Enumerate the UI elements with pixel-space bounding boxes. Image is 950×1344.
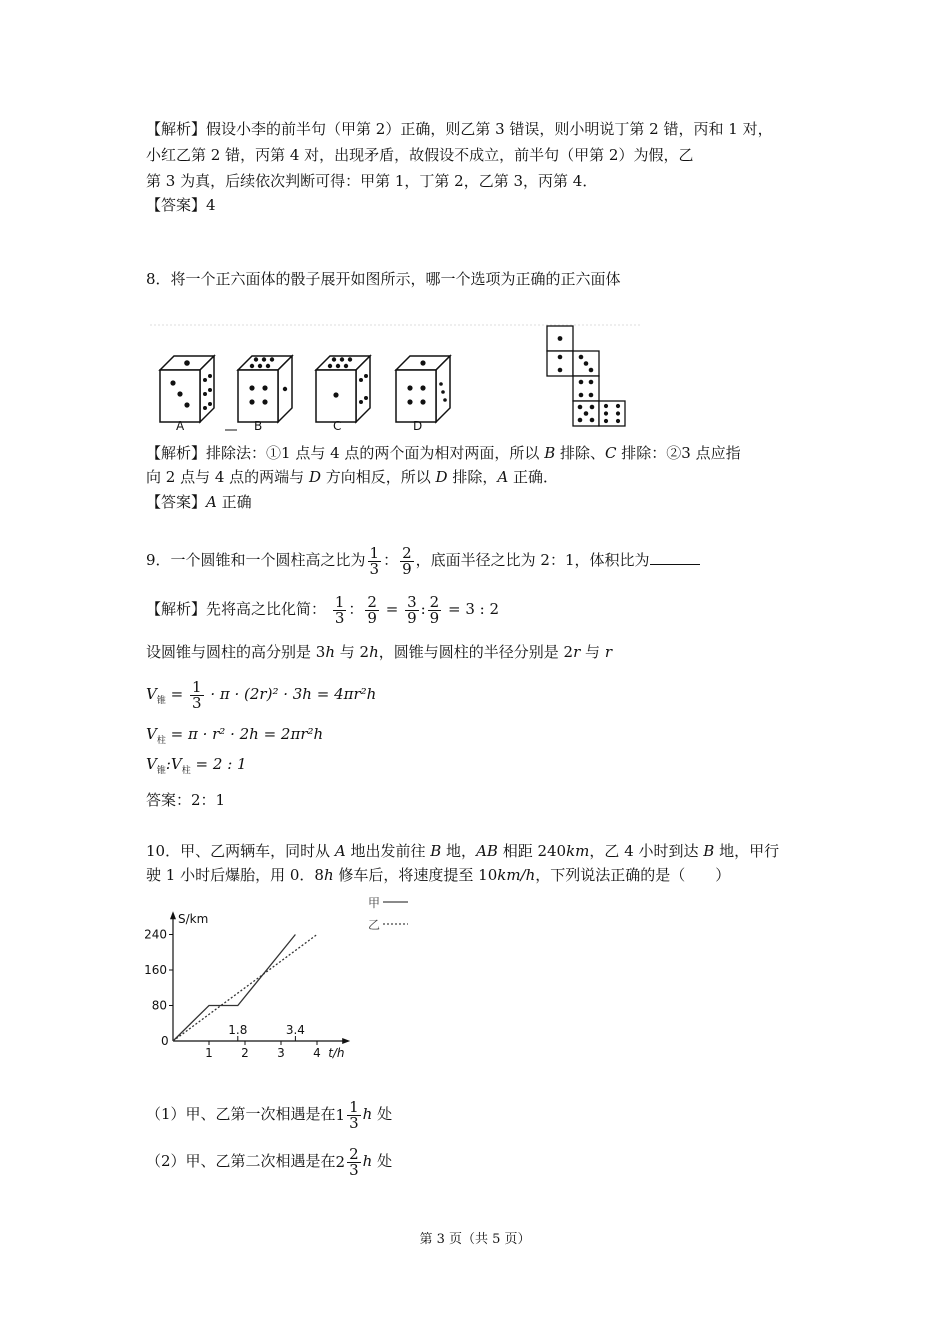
- fraction: [400, 543, 414, 578]
- pip: [208, 374, 212, 378]
- math-var: km: [566, 842, 590, 860]
- text: 排除、: [555, 444, 605, 462]
- text: :: [420, 600, 426, 618]
- analysis-tag: 【解析】: [146, 444, 207, 462]
- numerator: 2: [429, 592, 440, 611]
- pip: [344, 364, 348, 368]
- math-var: C: [605, 444, 617, 462]
- math-var: D: [435, 468, 448, 486]
- pip: [254, 357, 258, 361]
- analysis-tag: 【解析】: [146, 120, 207, 138]
- pip: [203, 378, 207, 382]
- answer-tag: 【答案】: [146, 493, 207, 511]
- pip: [579, 355, 584, 360]
- text: =: [385, 600, 399, 618]
- numerator: 3: [407, 592, 417, 611]
- denominator: 9: [402, 559, 412, 578]
- text: 10．甲、乙两辆车，同时从: [146, 842, 335, 860]
- die-label-a: A: [176, 419, 185, 433]
- text: ：: [348, 600, 364, 618]
- text: 排除：②3 点应指: [616, 444, 741, 462]
- math-var: h: [325, 643, 335, 661]
- fraction: [428, 592, 442, 627]
- math-var: r: [604, 643, 612, 661]
- numerator: 2: [402, 543, 412, 562]
- math-var: A: [497, 468, 509, 486]
- die-b: [238, 356, 292, 422]
- analysis-tag: 【解析】: [146, 600, 207, 618]
- analysis-text: 小红乙第 2 错，丙第 4 对，出现矛盾，故假设不成立，前半句（甲第 2）为假，乙: [146, 146, 694, 164]
- pip: [584, 411, 589, 416]
- numerator: 2: [349, 1144, 359, 1163]
- x-axis-label: t/h: [328, 1046, 345, 1060]
- fraction: [333, 592, 347, 627]
- text: ，圆锥与圆柱的半径分别是 2: [378, 643, 574, 661]
- math-var: B: [430, 842, 442, 860]
- pip: [589, 393, 594, 398]
- die-label-b: B: [254, 419, 263, 433]
- math-var: V: [146, 725, 157, 743]
- q7-analysis-line-2: [146, 144, 693, 166]
- x-axis-arrow: [342, 1038, 350, 1044]
- pip: [328, 364, 332, 368]
- net-face: [599, 401, 625, 426]
- x-tick-label: 2: [241, 1046, 249, 1060]
- fraction: [365, 592, 379, 627]
- text: = 3 : 2: [448, 600, 500, 618]
- q8-analysis-line-1: [146, 442, 741, 464]
- text: = 2 : 1: [195, 755, 247, 773]
- denominator: 3: [192, 693, 202, 712]
- pip: [590, 418, 595, 423]
- pip: [616, 411, 620, 415]
- text: 排除，: [447, 468, 498, 486]
- q8-answer: [146, 491, 252, 513]
- math-var: h: [323, 866, 334, 884]
- annotation-label: 1.8: [228, 1023, 248, 1037]
- pip: [589, 368, 594, 373]
- q7-answer: [146, 194, 216, 216]
- net-face: [573, 376, 599, 401]
- pip: [184, 402, 189, 407]
- text: 向 2 点与 4 点的两端与: [146, 468, 309, 486]
- pip: [589, 380, 594, 385]
- numerator: 1: [349, 1097, 359, 1116]
- y-tick-label: 160: [144, 963, 167, 977]
- pip: [578, 405, 583, 410]
- pip: [184, 360, 190, 366]
- x-tick-label: 4: [313, 1046, 321, 1060]
- math-var: h: [362, 1152, 373, 1170]
- numerator: 1: [369, 543, 380, 562]
- pip: [558, 355, 563, 360]
- math-var: B: [703, 842, 715, 860]
- text: 方向相反，所以: [320, 468, 436, 486]
- text: ：: [383, 551, 399, 569]
- die-c: [316, 356, 370, 422]
- denominator: 3: [334, 608, 345, 627]
- text: 驶 1 小时后爆胎，用 0．8: [146, 866, 324, 884]
- pip: [364, 374, 368, 378]
- pip: [420, 360, 425, 365]
- q9-volume-ratio: [146, 753, 247, 782]
- fraction: [190, 677, 204, 712]
- pip: [262, 399, 267, 404]
- pip: [439, 382, 443, 386]
- text: 9．一个圆锥和一个圆柱高之比为: [146, 551, 366, 569]
- pip: [177, 391, 182, 396]
- pip: [616, 419, 620, 423]
- q10-question-line-2: [146, 864, 730, 886]
- text: ，底面半径之比为 2：1，体积比为: [415, 551, 650, 569]
- pip: [584, 361, 589, 366]
- legend-label: 甲: [368, 896, 381, 910]
- integer-part: 1: [335, 1106, 346, 1124]
- numerator: 1: [334, 592, 345, 611]
- subscript: 锥: [156, 696, 166, 706]
- pip: [558, 368, 563, 373]
- x-tick-label: 1: [205, 1046, 213, 1060]
- pip: [590, 405, 595, 410]
- pip: [348, 357, 352, 361]
- fraction: [368, 543, 382, 578]
- q9-analysis: [146, 592, 499, 626]
- text: （2）甲、乙第二次相遇是在: [146, 1152, 336, 1170]
- math-var: AB: [476, 842, 498, 860]
- die-b-front: [238, 370, 278, 422]
- denominator: 9: [407, 608, 417, 627]
- pip: [283, 387, 287, 391]
- pip: [359, 378, 363, 382]
- dice-figure: [150, 322, 650, 434]
- legend-label: 乙: [368, 918, 381, 932]
- numerator: 1: [192, 677, 202, 696]
- origin-label: 0: [161, 1034, 169, 1048]
- pip: [250, 364, 254, 368]
- die-d-front: [396, 370, 436, 422]
- integer-part: 2: [335, 1153, 346, 1171]
- pip: [604, 411, 608, 415]
- q9-answer: 答案：2：1: [146, 791, 226, 809]
- answer-blank: [650, 550, 700, 565]
- text: 正确．: [508, 468, 558, 486]
- answer-value: 4: [206, 196, 216, 214]
- pip: [203, 406, 207, 410]
- pip: [249, 399, 254, 404]
- q9-question: [146, 543, 700, 577]
- q9-cone-volume: [146, 677, 376, 718]
- math-var: B: [544, 444, 556, 462]
- q9-cylinder-volume: [146, 723, 323, 752]
- die-a: [160, 356, 214, 422]
- x-tick-label: 3: [277, 1046, 285, 1060]
- fraction: [405, 592, 419, 627]
- pip: [208, 402, 212, 406]
- pip: [258, 364, 262, 368]
- pip: [407, 399, 412, 404]
- denominator: 3: [349, 1160, 359, 1179]
- page-footer: 第 3 页（共 5 页）: [419, 1232, 531, 1247]
- pip: [604, 419, 608, 423]
- q8-question: 8．将一个正六面体的骰子展开如图所示，哪一个选项为正确的正六面体: [146, 270, 621, 288]
- math-var: h: [362, 1105, 373, 1123]
- pip: [604, 404, 608, 408]
- text: · π · (2r)² · 3h = 4πr²h: [210, 685, 377, 703]
- y-tick-label: 80: [151, 998, 167, 1013]
- fraction: [347, 1097, 361, 1132]
- text: ，乙 4 小时到达: [589, 842, 704, 860]
- pip: [579, 393, 584, 398]
- text: 相距 240: [497, 842, 567, 860]
- pip: [262, 385, 267, 390]
- text: =: [170, 685, 184, 703]
- distance-time-chart: [140, 895, 430, 1060]
- text: 修车后，将速度提至 10: [333, 866, 498, 884]
- pip: [579, 380, 584, 385]
- pip: [262, 357, 266, 361]
- text: 地，甲行: [714, 842, 780, 860]
- pip: [359, 400, 363, 404]
- text: 先将高之比化简：: [206, 600, 327, 618]
- denominator: 3: [369, 559, 380, 578]
- text: 排除法：①1 点与 4 点的两个面为相对两面，所以: [206, 444, 545, 462]
- y-axis-arrow: [170, 911, 176, 919]
- math-var: A: [334, 842, 346, 860]
- q8-analysis-line-2: [146, 466, 558, 488]
- analysis-text: 假设小李的前半句（甲第 2）正确，则乙第 3 错误，则小明说丁第 2 错，丙和 1 对，: [206, 120, 773, 138]
- denominator: 9: [367, 608, 377, 627]
- pip: [266, 364, 270, 368]
- pip: [364, 396, 368, 400]
- pip: [443, 398, 447, 402]
- q7-analysis-line-3: [146, 170, 597, 192]
- text: = π · r² · 2h = 2πr²h: [170, 725, 324, 743]
- pip: [616, 404, 620, 408]
- math-var: km/h: [497, 866, 536, 884]
- die-d: [396, 356, 450, 422]
- pip: [203, 392, 207, 396]
- math-var: D: [308, 468, 321, 486]
- text: （1）甲、乙第一次相遇是在: [146, 1105, 336, 1123]
- text: 处: [372, 1105, 393, 1123]
- text: 地出发前往: [345, 842, 431, 860]
- answer-tag: 【答案】: [146, 196, 207, 214]
- dice-net: [547, 326, 625, 426]
- pip: [333, 392, 338, 397]
- pip: [578, 418, 583, 423]
- subscript: 锥: [156, 766, 166, 776]
- y-axis-label: S/km: [178, 912, 209, 927]
- text: ，下列说法正确的是（ ）: [535, 866, 731, 884]
- pip: [340, 357, 344, 361]
- denominator: 9: [429, 608, 440, 627]
- analysis-text: 第 3 为真，后续依次判断可得：甲第 1，丁第 2，乙第 3，丙第 4．: [146, 172, 598, 190]
- text: 地，: [441, 842, 477, 860]
- die-label-c: C: [333, 419, 342, 433]
- answer-text: 正确: [216, 493, 252, 511]
- pip: [420, 399, 425, 404]
- q9-setup: [146, 641, 612, 663]
- q10-option-2: [146, 1144, 392, 1179]
- q7-analysis-line-1: [146, 118, 773, 140]
- text: 与: [580, 643, 605, 661]
- pip: [336, 364, 340, 368]
- fraction: [347, 1144, 361, 1179]
- denominator: 3: [349, 1113, 359, 1132]
- q10-option-1: [146, 1097, 392, 1132]
- numerator: 2: [367, 592, 377, 611]
- annotation-label: 3.4: [285, 1023, 305, 1037]
- pip: [249, 385, 254, 390]
- pip: [332, 357, 336, 361]
- text: 设圆锥与圆柱的高分别是 3: [146, 643, 326, 661]
- subscript: 柱: [181, 766, 191, 776]
- pip: [208, 388, 212, 392]
- pip: [558, 336, 563, 341]
- math-var: V: [146, 685, 157, 703]
- math-var: r: [573, 643, 581, 661]
- pip: [170, 380, 175, 385]
- math-var: h: [369, 643, 379, 661]
- text: 处: [372, 1152, 393, 1170]
- q10-question-line-1: [146, 840, 779, 862]
- pip: [270, 357, 274, 361]
- pip: [441, 390, 445, 394]
- text: 与 2: [335, 643, 370, 661]
- pip: [420, 385, 425, 390]
- math-var: V: [146, 755, 157, 773]
- text: :V: [165, 755, 182, 773]
- y-tick-label: 240: [144, 927, 167, 942]
- pip: [407, 385, 412, 390]
- answer-value: A: [206, 493, 217, 511]
- die-label-d: D: [413, 419, 423, 433]
- subscript: 柱: [156, 736, 166, 746]
